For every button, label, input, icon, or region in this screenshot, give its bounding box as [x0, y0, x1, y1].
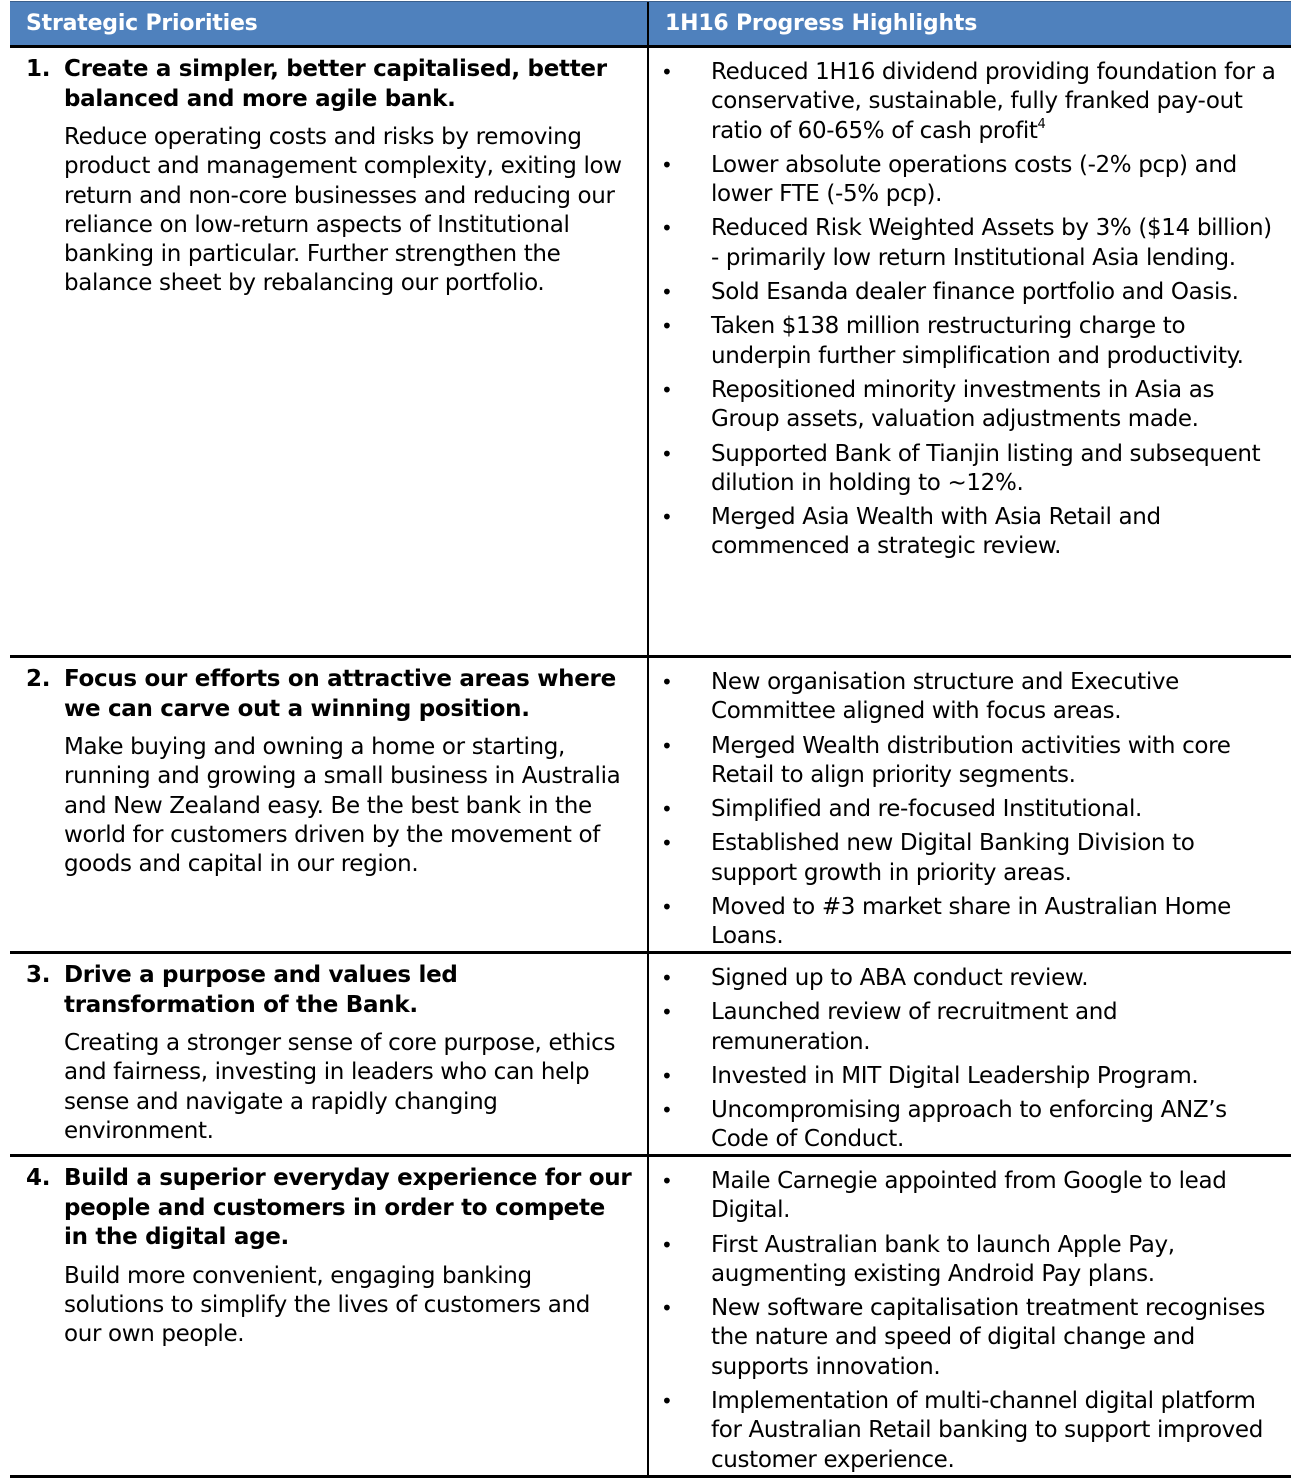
bullet-icon: •: [661, 280, 673, 305]
priority-description: Reduce operating costs and risks by removing product and management complexity, exiting low return and non-core businesses and reducing our reliance on low-return aspects of Institutional banking in particular. Further strengthen the balance sheet by rebalancing our portfolio.: [64, 124, 622, 297]
priority-title: [26, 665, 633, 724]
bullet-icon: •: [661, 797, 673, 822]
list-item: [649, 1231, 1283, 1290]
bullet-icon: •: [661, 670, 673, 694]
header-progress-highlights: 1H16 Progress Highlights: [665, 11, 978, 36]
bullet-icon: •: [661, 1296, 673, 1321]
list-item: [649, 58, 1283, 146]
table-header: [10, 1, 1291, 48]
list-item: [649, 829, 1283, 888]
highlights-list: [649, 668, 1283, 952]
list-item: [649, 151, 1283, 210]
bullet-icon: •: [661, 505, 673, 530]
footnote-marker: 4: [1037, 116, 1046, 132]
highlight-text: Established new Digital Banking Division to support growth in priority areas.: [711, 830, 1195, 886]
highlight-text: Simplified and re-focused Institutional.: [711, 796, 1142, 823]
highlight-text: Uncompromising approach to enforcing ANZ’s Code of Conduct.: [711, 1097, 1227, 1153]
list-item: [649, 1167, 1283, 1226]
highlights-cell: [649, 48, 1291, 655]
bullet-icon: •: [661, 216, 673, 241]
highlight-text: New organisation structure and Executive Committee aligned with focus areas.: [711, 669, 1179, 725]
table-row: [10, 1157, 1291, 1478]
highlight-text: Reduced 1H16 dividend providing foundation for a conservative, sustainable, fully franked pay-out ratio of 60-65% of cash profit: [711, 59, 1276, 144]
priority-number: 4.: [26, 1165, 51, 1191]
highlight-text: Signed up to ABA conduct review.: [711, 965, 1089, 991]
bullet-icon: •: [661, 966, 673, 990]
list-item: [649, 1062, 1283, 1091]
highlights-cell: [649, 658, 1291, 951]
highlight-text: Taken $138 million restructuring charge to underpin further simplification and productivity.: [711, 313, 1244, 369]
highlight-text: Reduced Risk Weighted Assets by 3% ($14 billion) - primarily low return Institutional Asia lending.: [711, 215, 1272, 271]
highlights-list: [649, 964, 1283, 1155]
table-row: [10, 48, 1291, 658]
list-item: [649, 668, 1283, 727]
highlights-list: [649, 1167, 1283, 1475]
strategy-table: [10, 1, 1291, 1478]
highlight-text: Merged Wealth distribution activities with core Retail to align priority segments.: [711, 732, 1231, 788]
highlight-text: Invested in MIT Digital Leadership Program.: [711, 1062, 1199, 1089]
highlight-text: Lower absolute operations costs (-2% pcp) and lower FTE (-5% pcp).: [711, 151, 1237, 208]
priority-title-text: Create a simpler, better capitalised, better balanced and more agile bank.: [64, 56, 607, 112]
list-item: [649, 278, 1283, 307]
header-strategic-priorities: Strategic Priorities: [10, 2, 649, 45]
list-item: [649, 893, 1283, 952]
priority-description: Build more convenient, engaging banking solutions to simplify the lives of customers and our own people.: [64, 1262, 590, 1348]
priority-description: Make buying and owning a home or starting, running and growing a small business in Australia and New Zealand easy. Be the best bank in the world for customers driven by the movement of goods and capital in our region.: [64, 734, 621, 878]
highlight-text: Maile Carnegie appointed from Google to lead Digital.: [711, 1168, 1227, 1224]
priority-cell: [10, 954, 649, 1154]
priority-cell: [10, 658, 649, 951]
table-row: [10, 658, 1291, 954]
bullet-icon: •: [661, 152, 673, 177]
highlight-text: New software capitalisation treatment recognises the nature and speed of digital change and supports innovation.: [711, 1295, 1266, 1380]
bullet-icon: •: [661, 377, 673, 402]
bullet-icon: •: [661, 441, 673, 466]
highlight-text: First Australian bank to launch Apple Pay, augmenting existing Android Pay plans.: [711, 1231, 1175, 1287]
priority-title-text: Build a superior everyday experience for our people and customers in order to compete in the digital age.: [64, 1165, 632, 1250]
highlights-cell: [649, 954, 1291, 1154]
list-item: [649, 964, 1283, 993]
bullet-icon: •: [661, 1389, 673, 1414]
priority-title: [26, 55, 633, 114]
bullet-icon: •: [661, 831, 673, 856]
priority-title-text: Drive a purpose and values led transformation of the Bank.: [64, 962, 458, 1018]
bullet-icon: •: [661, 1000, 673, 1025]
list-item: [649, 312, 1283, 371]
list-item: [649, 998, 1283, 1057]
priority-cell: [10, 1157, 649, 1475]
priority-title: [26, 961, 633, 1020]
priority-title-text: Focus our efforts on attractive areas where we can carve out a winning position.: [64, 666, 616, 722]
highlights-list: [649, 58, 1283, 562]
priority-number: 2.: [26, 666, 51, 692]
priority-title: [26, 1164, 633, 1253]
list-item: [649, 376, 1283, 435]
highlight-text: Moved to #3 market share in Australian Home Loans.: [711, 894, 1231, 950]
bullet-icon: •: [661, 1063, 673, 1088]
list-item: [649, 1096, 1283, 1155]
highlight-text: Implementation of multi-channel digital platform for Australian Retail banking to support improved customer experience.: [711, 1388, 1263, 1473]
list-item: [649, 1387, 1283, 1475]
highlight-text: Repositioned minority investments in Asia as Group assets, valuation adjustments made.: [711, 376, 1215, 433]
priority-number: 1.: [26, 56, 51, 82]
bullet-icon: •: [661, 60, 673, 84]
highlight-text: Sold Esanda dealer finance portfolio and Oasis.: [711, 279, 1239, 306]
table-row: [10, 954, 1291, 1157]
bullet-icon: •: [661, 1098, 673, 1123]
bullet-icon: •: [661, 314, 673, 339]
list-item: [649, 503, 1283, 562]
bullet-icon: •: [661, 895, 673, 920]
list-item: [649, 440, 1283, 499]
highlight-text: Supported Bank of Tianjin listing and subsequent dilution in holding to ~12%.: [711, 440, 1261, 496]
priority-description: Creating a stronger sense of core purpose, ethics and fairness, investing in leaders who can help sense and navigate a rapidly changing environment.: [64, 1030, 616, 1144]
bullet-icon: •: [661, 1232, 673, 1257]
list-item: [649, 795, 1283, 824]
list-item: [649, 732, 1283, 791]
bullet-icon: •: [661, 733, 673, 758]
list-item: [649, 1294, 1283, 1382]
priority-cell: [10, 48, 649, 655]
highlight-text: Merged Asia Wealth with Asia Retail and commenced a strategic review.: [711, 504, 1161, 560]
priority-number: 3.: [26, 962, 51, 988]
list-item: [649, 214, 1283, 273]
highlight-text: Launched review of recruitment and remuneration.: [711, 999, 1118, 1055]
highlights-cell: [649, 1157, 1291, 1475]
bullet-icon: •: [661, 1169, 673, 1193]
